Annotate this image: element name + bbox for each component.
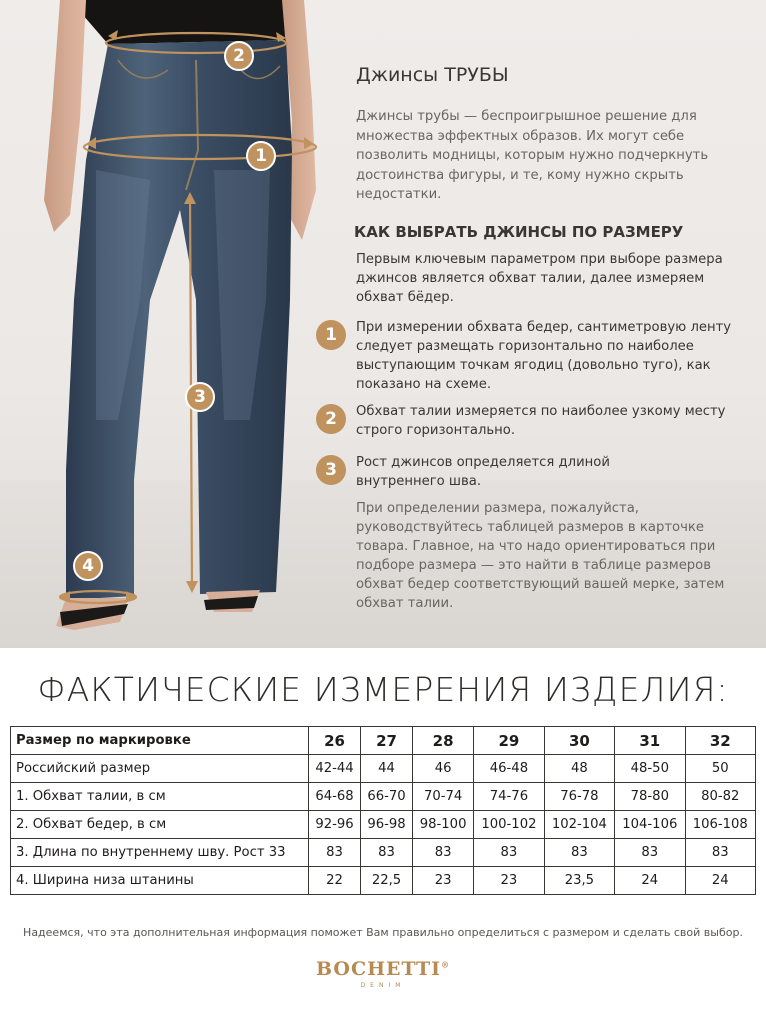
value-cell: 92-96 (309, 811, 361, 839)
header-label-cell: Размер по маркировке (11, 727, 309, 755)
guide-step-3 (316, 453, 626, 491)
step-number-badge: 1 (316, 320, 346, 350)
guide-lead: Первым ключевым параметром при выборе размера джинсов является обхват талии, далее измеряем обхват бёдер. (356, 252, 723, 305)
guide-title: КАК ВЫБРАТЬ ДЖИНСЫ ПО РАЗМЕРУ (354, 223, 684, 241)
size-cell: 26 (309, 727, 361, 755)
size-table-header-row (11, 727, 756, 755)
value-cell: 102-104 (544, 811, 614, 839)
value-cell: 83 (685, 839, 755, 867)
value-cell: 100-102 (474, 811, 544, 839)
size-table (10, 726, 756, 895)
value-cell: 74-76 (474, 783, 544, 811)
measurements-heading: ФАКТИЧЕСКИЕ ИЗМЕРЕНИЯ ИЗДЕЛИЯ: (37, 670, 729, 709)
value-cell: 83 (615, 839, 685, 867)
brand-logo (0, 958, 766, 989)
value-cell: 42-44 (309, 755, 361, 783)
value-cell: 66-70 (361, 783, 413, 811)
product-title: Джинсы ТРУБЫ (356, 64, 509, 86)
hem-marker-badge: 4 (73, 551, 103, 581)
table-row (11, 839, 756, 867)
guide-step-1 (316, 318, 736, 394)
inseam-marker-badge: 3 (185, 382, 215, 412)
value-cell: 80-82 (685, 783, 755, 811)
value-cell: 22 (309, 867, 361, 895)
row-label-cell: 2. Обхват бедер, в см (11, 811, 309, 839)
step-text: Обхват талии измеряется по наиболее узкому месту строго горизонтально. (356, 404, 726, 438)
hip-marker-badge: 1 (246, 141, 276, 171)
value-cell: 23 (474, 867, 544, 895)
guide-step-2 (316, 402, 736, 440)
value-cell: 83 (309, 839, 361, 867)
size-cell: 31 (615, 727, 685, 755)
size-cell: 28 (413, 727, 474, 755)
model-photo (0, 0, 340, 648)
row-label-cell: Российский размер (11, 755, 309, 783)
row-label-cell: 1. Обхват талии, в см (11, 783, 309, 811)
value-cell: 23,5 (544, 867, 614, 895)
row-label-cell: 4. Ширина низа штанины (11, 867, 309, 895)
step-text: Рост джинсов определяется длиной внутреннего шва. (356, 455, 610, 489)
size-cell: 30 (544, 727, 614, 755)
size-cell: 29 (474, 727, 544, 755)
value-cell: 70-74 (413, 783, 474, 811)
value-cell: 83 (361, 839, 413, 867)
table-row (11, 755, 756, 783)
table-row (11, 783, 756, 811)
value-cell: 46-48 (474, 755, 544, 783)
value-cell: 83 (474, 839, 544, 867)
row-label-cell: 3. Длина по внутреннему шву. Рост 33 (11, 839, 309, 867)
step-number-badge: 2 (316, 404, 346, 434)
size-cell: 27 (361, 727, 413, 755)
value-cell: 76-78 (544, 783, 614, 811)
value-cell: 50 (685, 755, 755, 783)
brand-name: BOCHETTI (315, 958, 441, 980)
value-cell: 106-108 (685, 811, 755, 839)
table-row (11, 867, 756, 895)
footnote: Надеемся, что эта дополнительная информация поможет Вам правильно определиться с размером и сделать свой выбор. (23, 926, 743, 939)
registered-mark: ® (441, 959, 450, 970)
value-cell: 104-106 (615, 811, 685, 839)
value-cell: 24 (615, 867, 685, 895)
value-cell: 48 (544, 755, 614, 783)
guide-closing: При определении размера, пожалуйста, руководствуйтесь таблицей размеров в карточке товара. Главное, на что надо ориентироваться при подборе размера — это найти в таблице размеров обхват бедер соответствующий вашей мерке, затем обхват талии. (356, 501, 725, 611)
size-cell: 32 (685, 727, 755, 755)
value-cell: 22,5 (361, 867, 413, 895)
value-cell: 64-68 (309, 783, 361, 811)
product-intro: Джинсы трубы — беспроигрышное решение для множества эффектных образов. Их могут себе позволить модницы, которым нужно подчеркнуть достоинства фигуры, и те, кому нужно скрыть недостатки. (356, 109, 709, 202)
value-cell: 46 (413, 755, 474, 783)
value-cell: 83 (544, 839, 614, 867)
value-cell: 96-98 (361, 811, 413, 839)
waist-marker-badge: 2 (224, 41, 254, 71)
value-cell: 98-100 (413, 811, 474, 839)
step-number-badge: 3 (316, 455, 346, 485)
value-cell: 44 (361, 755, 413, 783)
value-cell: 83 (413, 839, 474, 867)
value-cell: 48-50 (615, 755, 685, 783)
brand-subline: DENIM (360, 982, 406, 989)
value-cell: 24 (685, 867, 755, 895)
step-text: При измерении обхвата бедер, сантиметровую ленту следует размещать горизонтально по наиболее выступающим точкам ягодиц (довольно туго), как показано на схеме. (356, 320, 732, 392)
table-row (11, 811, 756, 839)
value-cell: 23 (413, 867, 474, 895)
value-cell: 78-80 (615, 783, 685, 811)
